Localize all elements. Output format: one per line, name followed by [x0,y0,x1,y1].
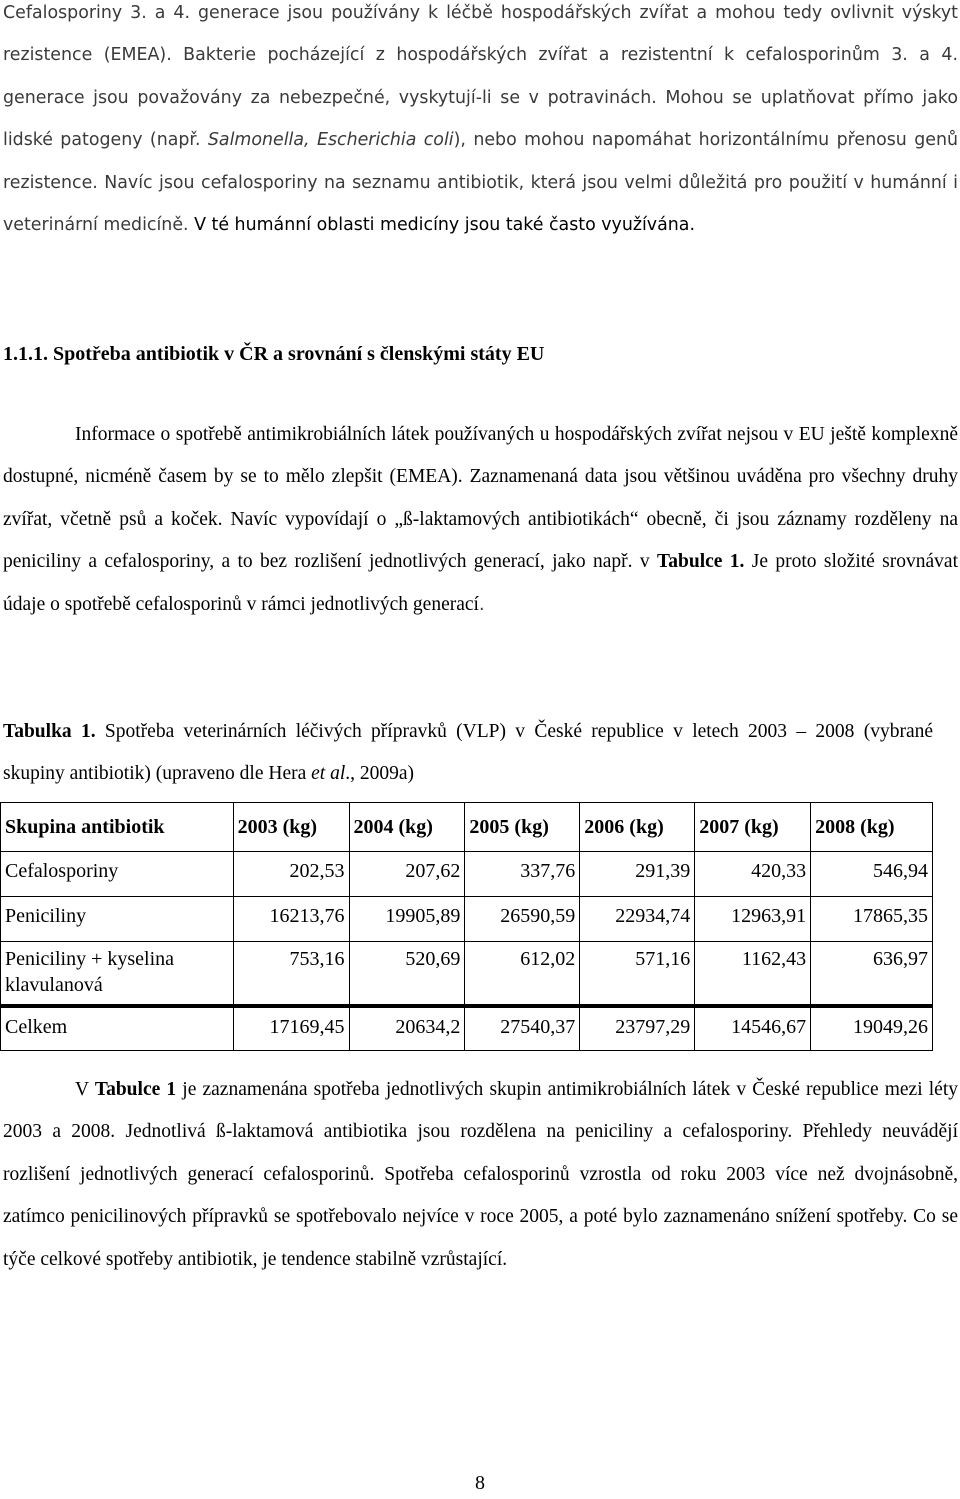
paragraph-text: V té humánní oblasti medicíny jsou také často využívána. [194,215,695,236]
caption-italic: et al [311,763,346,785]
table-cell: Celkem [1,1006,234,1051]
paragraph-text: . [478,594,485,615]
header-cell: 2008 (kg) [811,803,933,852]
table-cell: 20634,2 [349,1006,465,1051]
table-cell: 26590,59 [465,897,580,942]
table-cell: 17865,35 [811,897,933,942]
paragraph-text: Informace o spotřebě antimikrobiálních látek používaných u hospodářských zvířat nejsou v EU ještě komplexně dostupné, nicméně časem by se to mělo zlepšit (EMEA). Zaznamenaná data jsou většinou uváděna pro všechny druhy zvířat, včetně psů a koček. Navíc vypovídají o „ß-laktamových antibiotikách“ obecně, či jsou záznamy rozděleny na peniciliny a cefalosporiny, a to bez rozlišení jednotlivých generací, jako např. v [3,424,958,573]
page-number: 8 [475,1472,485,1494]
table-cell: 17169,45 [233,1006,349,1051]
caption-label: Tabulka 1. [3,721,96,742]
italic-bacteria-names: Salmonella, Escherichia coli [207,130,454,151]
table-row [1,942,933,1007]
caption-text: ., 2009a) [345,763,415,785]
table-cell: 612,02 [465,942,580,1007]
table-row [1,852,933,897]
table-cell: 14546,67 [695,1006,811,1051]
paragraph-tabulce [3,1069,958,1281]
paragraph-informace [3,414,958,626]
table-row [1,897,933,942]
table-cell: 1162,43 [695,942,811,1007]
consumption-table [0,802,933,1051]
table-cell: 753,16 [233,942,349,1007]
paragraph-text: V [75,1079,95,1100]
table-cell: 337,76 [465,852,580,897]
table-cell: 23797,29 [580,1006,695,1051]
table-cell: 546,94 [811,852,933,897]
table-cell: 19905,89 [349,897,465,942]
table-cell: 22934,74 [580,897,695,942]
table-cell: Cefalosporiny [1,852,234,897]
table-reference: Tabulce 1. [657,551,745,573]
header-cell: 2004 (kg) [349,803,465,852]
table-cell: 27540,37 [465,1006,580,1051]
table-reference: Tabulce 1 [94,1079,177,1100]
paragraph-text: je zaznamenána spotřeba jednotlivých skupin antimikrobiálních látek v České republice mezi léty 2003 a 2008. Jednotlivá ß-laktamová antibiotika jsou rozdělena na peniciliny a cefalosporiny. Přehledy neuvádějí rozlišení jednotlivých generací cefalosporinů. Spotřeba cefalosporinů vzrostla od roku 2003 více než dvojnásobně, zatímco penicilinových přípravků se spotřebovalo nejvíce v roce 2005, a poté bylo zaznamenáno snížení spotřeby. Co se týče celkové spotřeby antibiotik, je tendence stabilně vzrůstající. [3,1079,958,1270]
table-cell: Peniciliny [1,897,234,942]
header-cell: 2005 (kg) [465,803,580,852]
table-cell: 202,53 [233,852,349,897]
table-cell: 207,62 [349,852,465,897]
paragraph-cefalosporiny [3,0,958,246]
table-header-row [1,803,933,852]
table-caption [3,711,933,796]
table-cell: 520,69 [349,942,465,1007]
table-cell: 12963,91 [695,897,811,942]
table-cell: 19049,26 [811,1006,933,1051]
paragraph-text: ), nebo mohou napomáhat horizontálnímu přenosu genů rezistence. Navíc jsou cefalosporiny na seznamu antibiotik, která jsou velmi důležitá pro použití v humánní i veterinární medicíně. [3,130,958,236]
table-cell: 291,39 [580,852,695,897]
table-cell: 636,97 [811,942,933,1007]
paragraph-text: Cefalosporiny 3. a 4. generace jsou používány k léčbě hospodářských zvířat a mohou tedy ovlivnit výskyt rezistence (EMEA). Bakterie pocházející z hospodářských zvířat a rezistentní k cefalosporinům 3. a 4. generace jsou považovány za nebezpečné, vyskytují-li se v potravinách. Mohou se uplatňovat přímo jako lidské patogeny (např. [3,3,958,151]
paragraph-text: Je proto složité srovnávat údaje o spotřebě cefalosporinů v rámci jednotlivých generací [3,551,958,615]
header-cell: Skupina antibiotik [1,803,234,852]
table-cell: Peniciliny + kyselina klavulanová [1,942,234,1007]
caption-text: Spotřeba veterinárních léčivých přípravků (VLP) v České republice v letech 2003 – 2008 (vybrané skupiny antibiotik) (upraveno dle Hera [3,721,933,785]
table-cell: 571,16 [580,942,695,1007]
header-cell: 2007 (kg) [695,803,811,852]
table-cell: 420,33 [695,852,811,897]
table-total-row [1,1006,933,1051]
header-cell: 2006 (kg) [580,803,695,852]
header-cell: 2003 (kg) [233,803,349,852]
table-cell: 16213,76 [233,897,349,942]
section-heading: 1.1.1. Spotřeba antibiotik v ČR a srovnání s členskými státy EU [3,343,545,365]
